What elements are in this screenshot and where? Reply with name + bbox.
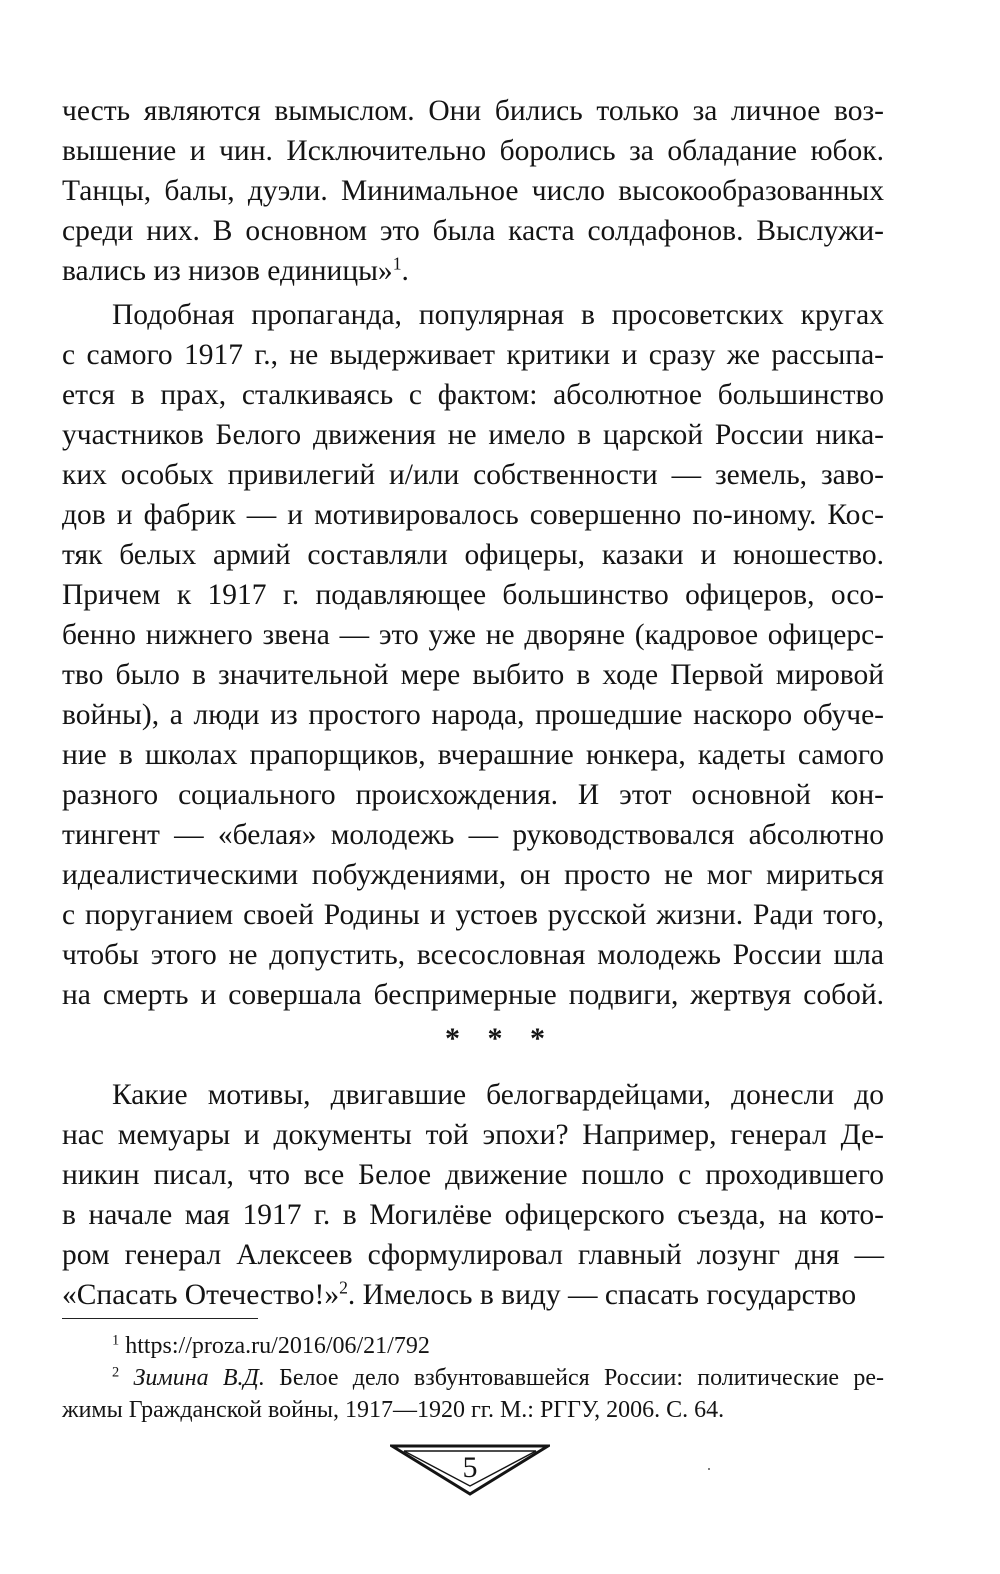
text-line: ких особых привилегий и/или собственности — земель, заво- bbox=[62, 459, 884, 491]
page-number: 5 bbox=[462, 1451, 478, 1484]
text-line: честь являются вымыслом. Они бились только за личное воз- bbox=[62, 95, 884, 127]
footnote-1 bbox=[112, 1330, 884, 1362]
footnote-divider bbox=[62, 1318, 258, 1319]
quote-text: «Спасать Отечество!» bbox=[62, 1279, 340, 1311]
footnote-number: 2 bbox=[112, 1364, 120, 1381]
text-line: с самого 1917 г., не выдерживает критики и сразу же рассыпа- bbox=[62, 339, 884, 371]
footnote-ref-1: 1 bbox=[392, 253, 402, 274]
text-line: ние в школах прапорщиков, вчерашние юнкера, кадеты самого bbox=[62, 739, 884, 771]
text-line: бенно нижнего звена — это уже не дворяне (кадровое офицерс- bbox=[62, 619, 884, 651]
text-line: идеалистическими побуждениями, он просто не мог мириться bbox=[62, 859, 884, 891]
page-number-ornament bbox=[390, 1442, 550, 1502]
text-line: Танцы, балы, дуэли. Минимальное число высокообразованных bbox=[62, 175, 884, 207]
text-line-content: . Имелось в виду — спасать государство bbox=[347, 1279, 857, 1311]
footnote-link[interactable]: https://proza.ru/2016/06/21/792 bbox=[125, 1333, 430, 1359]
footnote-number: 1 bbox=[112, 1332, 120, 1349]
text-line-content: вались из низов единицы» bbox=[62, 255, 393, 287]
text-line: Подобная пропаганда, популярная в просоветских кругах bbox=[112, 299, 884, 331]
text-line: никин писал, что все Белое движение пошло с проходившего bbox=[62, 1159, 884, 1191]
footnote-text: Белое дело взбунтовавшейся России: политические ре- bbox=[279, 1365, 885, 1391]
text-line: ром генерал Алексеев сформулировал главный лозунг дня — bbox=[62, 1239, 884, 1271]
text-line: Какие мотивы, двигавшие белогвардейцами, донесли до bbox=[112, 1079, 884, 1111]
scan-speck bbox=[708, 1468, 710, 1470]
footnote-author: Зимина В.Д. bbox=[133, 1365, 265, 1391]
text-line: тингент — «белая» молодежь — руководствовался абсолютно bbox=[62, 819, 884, 851]
text-line bbox=[62, 1275, 884, 1315]
footnote-ref-2: 2 bbox=[339, 1277, 348, 1298]
text-line: в начале мая 1917 г. в Могилёве офицерского съезда, на кото- bbox=[62, 1199, 884, 1231]
text-line: нас мемуары и документы той эпохи? Например, генерал Де- bbox=[62, 1119, 884, 1151]
text-line: вышение и чин. Исключительно боролись за обладание юбок. bbox=[62, 135, 884, 167]
text-line: тяк белых армий составляли офицеры, казаки и юношество. bbox=[62, 539, 884, 571]
text-line: разного социального происхождения. И этот основной кон- bbox=[62, 779, 884, 811]
text-line: среди них. В основном это была каста солдафонов. Выслужи- bbox=[62, 215, 884, 247]
text-line: дов и фабрик — и мотивировалось совершенно по-иному. Кос- bbox=[62, 499, 884, 531]
text-line: тво было в значительной мере выбито в ходе Первой мировой bbox=[62, 659, 884, 691]
text-line: вались из низов единицы»$^1$. bbox=[62, 253, 409, 287]
text-line: на смерть и совершала беспримерные подвиги, жертвуя собой. bbox=[62, 979, 884, 1011]
text-line: участников Белого движения не имело в царской России ника- bbox=[62, 419, 884, 451]
footnote-2 bbox=[112, 1362, 884, 1394]
text-line: с поруганием своей Родины и устоев русской жизни. Ради того, bbox=[62, 899, 884, 931]
text-line: войны), а люди из простого народа, прошедшие наскоро обуче- bbox=[62, 699, 884, 731]
footnote-2-cont: жимы Гражданской войны, 1917—1920 гг. М.: РГГУ, 2006. С. 64. bbox=[62, 1397, 725, 1423]
section-separator: * * * bbox=[445, 1022, 555, 1055]
text-line: чтобы этого не допустить, всесословная молодежь России шла bbox=[62, 939, 884, 971]
text-line: Причем к 1917 г. подавляющее большинство офицеров, осо- bbox=[62, 579, 884, 611]
text-line: ется в прах, сталкиваясь с фактом: абсолютное большинство bbox=[62, 379, 884, 411]
